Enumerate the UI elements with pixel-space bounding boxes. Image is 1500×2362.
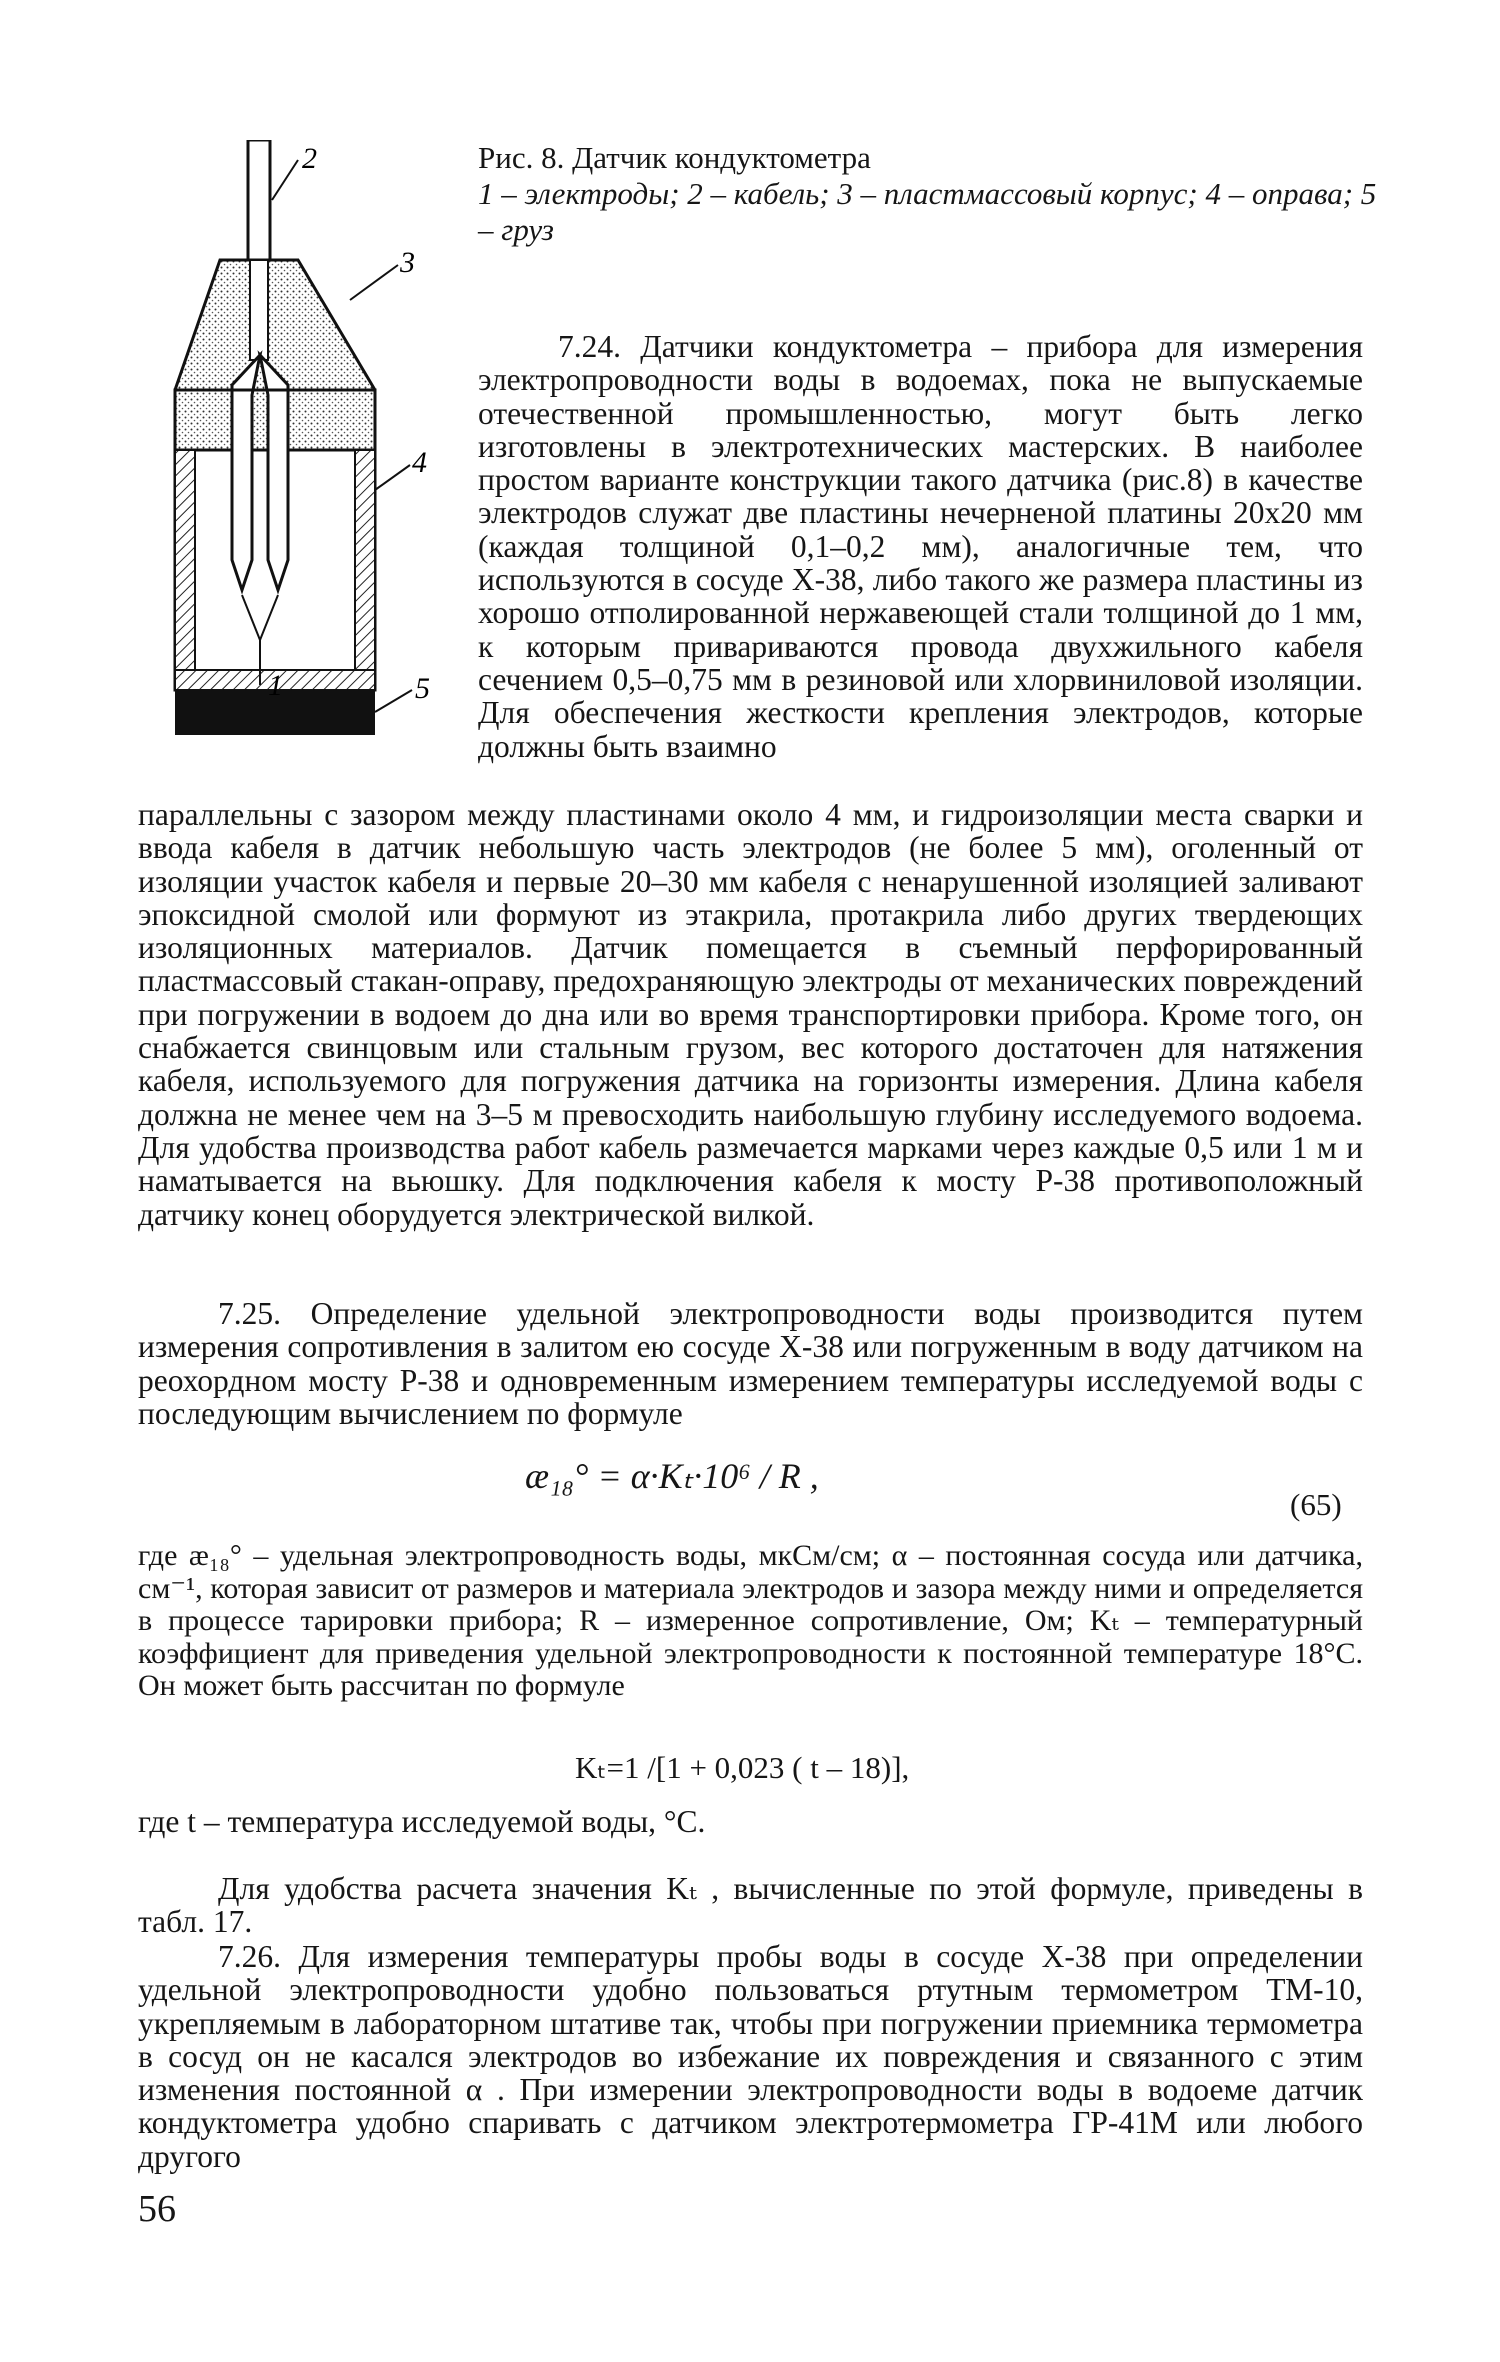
paragraph-7-24-start: 7.24. Датчики кондуктометра – прибора для измерения электропроводности воды в водоемах, пока не выпускаемые отечественной промышленностью, могут быть легко изготовлены в электротехнических мастерских. В наиболее простом варианте конструкции такого датчика (рис.8) в качестве электродов служат две пластины нечерненой платины 20x20 мм (каждая толщиной 0,1–0,2 мм), аналогичные тем, что используются в сосуде Х-38, либо такого же размера пластины из хорошо отполированной нержавеющей стали толщиной до 1 мм, к которым привариваются провода двухжильного кабеля сечением 0,5–0,75 мм в резиновой или хлорвиниловой изоляции. Для обеспечения жесткости крепления электродов, которые должны быть взаимно xyxy=(478,329,1363,764)
section-7-25 xyxy=(138,1297,1363,1430)
caption-title: Рис. 8. Датчик кондуктометра xyxy=(478,140,871,175)
sensor-figure xyxy=(160,140,450,770)
figure-label-1: 1 xyxy=(268,669,283,702)
figure-caption xyxy=(478,140,1378,248)
section-7-26 xyxy=(138,1940,1363,2173)
page-number: 56 xyxy=(138,2188,176,2230)
formula-65: æ₁₈° = α·Kₜ·10⁶ / R , xyxy=(525,1456,819,1496)
table-note-text: Для удобства расчета значения Kₜ , вычисленные по этой формуле, приведены в табл. 17. xyxy=(138,1871,1363,1940)
table-note xyxy=(138,1872,1363,1939)
paragraph-7-26: 7.26. Для измерения температуры пробы воды в сосуде Х-38 при определении удельной электропроводности удобно пользоваться ртутным термометром ТМ-10, укрепляемым в лабораторном штативе так, чтобы при погружении приемника термометра в сосуд он не касался электродов во избежание их повреждения и связанного с этим изменения постоянной α . При измерении электропроводности воды в водоеме датчик кондуктометра удобно спаривать с датчиком электротермометра ГР-41М или любого другого xyxy=(138,1939,1363,2174)
formula-definitions xyxy=(138,1540,1363,1703)
figure-label-3: 3 xyxy=(400,246,415,279)
paragraph-7-25: 7.25. Определение удельной электропроводности воды производится путем измерения сопротивления в залитом ею сосуде Х-38 или погруженным в воду датчиком на реохордном мосту Р-38 и одновременным измерением температуры исследуемой воды с последующим вычислением по формуле xyxy=(138,1296,1363,1431)
figure-label-4: 4 xyxy=(412,446,427,479)
equation-number-65: (65) xyxy=(1290,1487,1342,1522)
figure-label-2: 2 xyxy=(302,142,317,175)
section-7-24-full xyxy=(138,798,1363,1231)
formula-kt: Kₜ=1 /[1 + 0,023 ( t – 18)], xyxy=(575,1750,910,1785)
definition-t xyxy=(138,1805,1363,1838)
figure-label-5: 5 xyxy=(415,672,430,705)
definition-t-text: где t – температура исследуемой воды, °С. xyxy=(138,1804,706,1839)
paragraph-7-24-continued: параллельны с зазором между пластинами около 4 мм, и гидроизоляции места сварки и ввода кабеля в датчик небольшую часть электродов (не более 5 мм), оголенный от изоляции участок кабеля и первые 20–30 мм кабеля с ненарушенной изоляцией заливают эпоксидной смолой или формуют из этакрила, протакрила либо других твердеющих изоляционных материалов. Датчик помещается в съемный перфорированный пластмассовый стакан-оправу, предохраняющую электроды от механических повреждений при погружении в водоем до дна или во время транспортировки прибора. Кроме того, он снабжается свинцовым или стальным грузом, вес которого достаточен для натяжения кабеля, используемого для погружения датчика на горизонты измерения. Длина кабеля должна не менее чем на 3–5 м превосходить наибольшую глубину исследуемого водоема. Для удобства производства работ кабель размечается марками через каждые 0,5 или 1 м и наматывается на вьюшку. Для подключения кабеля к мосту Р-38 противоположный датчику конец оборудуется электрической вилкой. xyxy=(138,797,1363,1232)
section-7-24-wrapped xyxy=(478,330,1363,763)
caption-legend: 1 – электроды; 2 – кабель; 3 – пластмассовый корпус; 4 – оправа; 5 – груз xyxy=(478,176,1377,247)
definitions-text: где æ₁₈° – удельная электропроводность воды, мкСм/см; α – постоянная сосуда или датчика, см⁻¹, которая зависит от размеров и материала электродов и зазора между ними и определяется в процессе тарировки прибора; R – измеренное сопротивление, Ом; Kₜ – температурный коэффициент для приведения удельной электропроводности к постоянной температуре 18°С. Он может быть рассчитан по формуле xyxy=(138,1539,1363,1702)
